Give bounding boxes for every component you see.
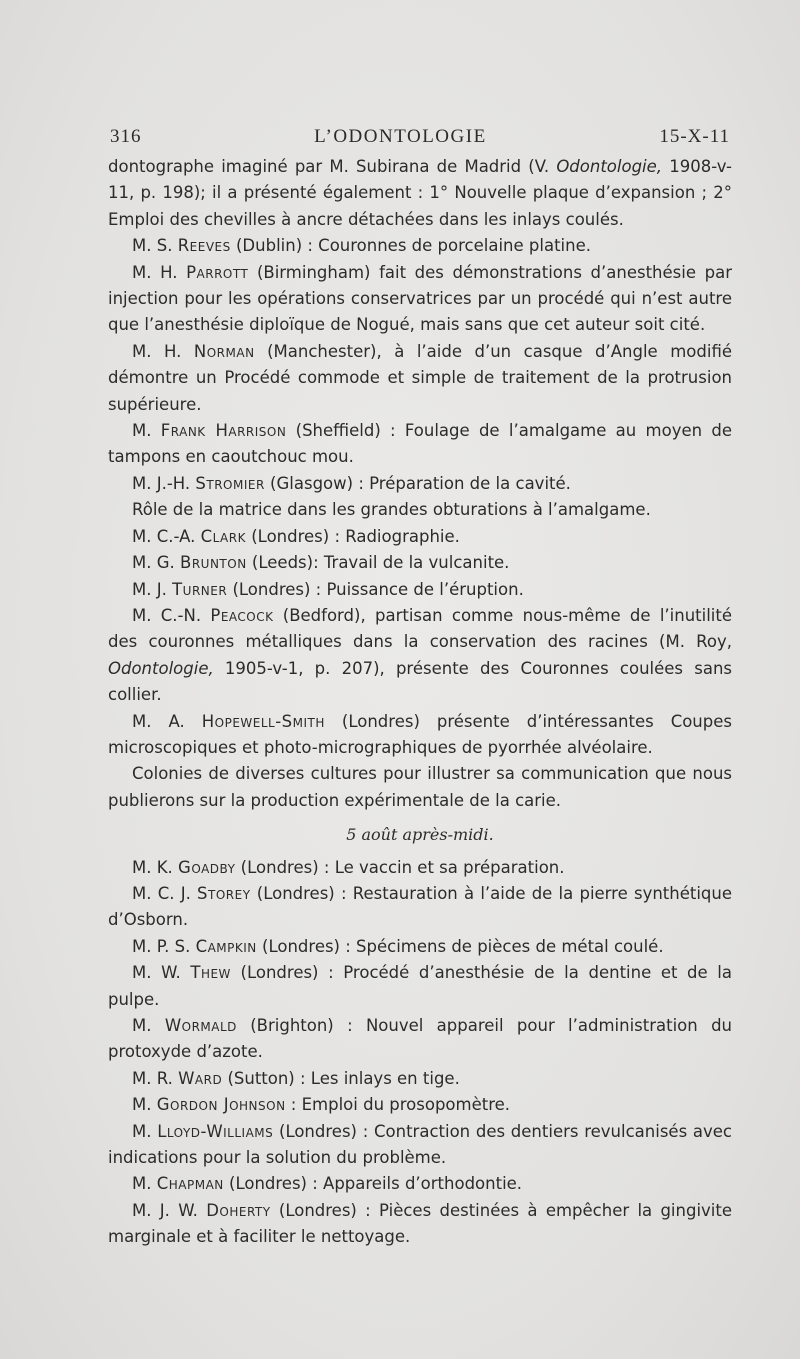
text-run: (Londres) : Appareils d’orthodontie.: [223, 1174, 523, 1194]
paragraph: [108, 497, 732, 523]
author-name: Frank Harrison: [160, 421, 287, 441]
italic-text: Odontologie,: [108, 658, 214, 678]
text-run: M. C. J.: [132, 883, 198, 903]
paragraph: [108, 577, 732, 603]
author-name: Gordon Johnson: [156, 1095, 286, 1115]
text-run: (Dublin) : Couronnes de porcelaine platine.: [230, 236, 591, 256]
issue-date: 15-X-11: [659, 126, 730, 147]
paragraph: [108, 154, 732, 233]
text-run: (Glasgow) : Préparation de la cavité.: [264, 473, 571, 493]
text-run: 1908-v-11, p. 198); il a présenté également : 1° Nouvelle plaque d’expansion ; 2° Emploi des chevilles à ancre détachées dans les inlays coulés.: [108, 157, 732, 229]
text-run: 5 août après-midi.: [346, 825, 494, 845]
text-run: Colonies de diverses cultures pour illustrer sa communication que nous publierons sur la production expérimentale de la carie.: [108, 764, 732, 810]
paragraph: [108, 1119, 732, 1172]
author-name: Brunton: [180, 553, 247, 573]
text-run: M. K.: [132, 857, 179, 877]
paragraph: [108, 418, 732, 471]
author-name: Goadby: [178, 857, 236, 877]
text-run: (Londres) : Puissance de l’éruption.: [227, 579, 524, 599]
text-run: (Londres) présente d’intéressantes Coupes microscopiques et photo-micrographiques de pyorrhée alvéolaire.: [108, 711, 732, 757]
author-name: Peacock: [210, 605, 274, 625]
author-name: Turner: [172, 579, 228, 599]
paragraph: [108, 881, 732, 934]
text-run: (Londres) : Pièces destinées à empêcher la gingivite marginale et à faciliter le nettoyage.: [108, 1200, 732, 1247]
paragraph: [108, 524, 732, 550]
paragraph: [108, 603, 732, 709]
text-run: (Leeds): Travail de la vulcanite.: [246, 553, 510, 573]
text-run: M. A.: [132, 711, 202, 731]
paragraph: [108, 1198, 732, 1251]
text-run: (Sheffield) : Foulage de l’amalgame au moyen de tampons en caoutchouc mou.: [108, 421, 732, 467]
author-name: Wormald: [164, 1016, 237, 1035]
paragraph: [108, 855, 732, 881]
text-run: M. G.: [132, 553, 181, 573]
author-name: Storey: [197, 883, 251, 903]
paragraph: [108, 960, 732, 1013]
paragraph: [108, 550, 732, 576]
text-run: M. J.: [132, 579, 173, 599]
running-header: [110, 126, 730, 148]
page-number: 316: [110, 126, 142, 147]
text-run: (Brighton) : Nouvel appareil pour l’administration du protoxyde d’azote.: [108, 1016, 732, 1062]
paragraph: [108, 1092, 732, 1118]
author-name: Campkin: [195, 936, 257, 956]
text-run: (Londres) : Le vaccin et sa préparation.: [235, 857, 565, 877]
italic-text: Odontologie,: [556, 157, 663, 176]
author-name: Norman: [193, 341, 255, 361]
author-name: Lloyd-Williams: [157, 1121, 274, 1141]
paragraph: [108, 761, 732, 814]
text-run: (Londres) : Spécimens de pièces de métal coulé.: [256, 936, 664, 956]
text-run: M. H.: [132, 262, 187, 282]
text-run: M. W.: [132, 963, 191, 983]
text-run: Rôle de la matrice dans les grandes obturations à l’amalgame.: [132, 500, 651, 520]
author-name: Hopewell-Smith: [201, 711, 325, 731]
text-run: (Birmingham) fait des démonstrations d’anesthésie par injection pour les opérations conservatrices par un procédé qui n’est autre que l’anesthésie diploïque de Nogué, mais sans que cet auteur soit cité.: [108, 262, 732, 335]
journal-title: L’ODONTOLOGIE: [314, 126, 487, 147]
author-name: Reeves: [177, 236, 231, 256]
author-name: Clark: [200, 526, 246, 546]
text-run: M. C.-A.: [132, 526, 201, 546]
text-run: M. C.-N.: [132, 605, 211, 625]
paragraph: [108, 471, 732, 497]
section-date: [108, 822, 732, 848]
author-name: Parrott: [186, 262, 249, 282]
text-run: (Sutton) : Les inlays en tige.: [222, 1068, 460, 1088]
author-name: Stromier: [195, 473, 265, 493]
author-name: Doherty: [206, 1200, 271, 1220]
text-run: M. J. W.: [132, 1200, 207, 1220]
text-run: (Londres) : Procédé d’anesthésie de la dentine et de la pulpe.: [108, 963, 732, 1009]
paragraph: [108, 233, 732, 259]
text-run: M. J.-H.: [132, 473, 196, 493]
text-run: M.: [132, 421, 161, 441]
text-run: M.: [132, 1174, 157, 1194]
text-run: (Londres) : Contraction des dentiers revulcanisés avec indications pour la solution du problème.: [108, 1121, 732, 1168]
text-run: M.: [132, 1016, 165, 1035]
text-run: dontographe imaginé par M. Subirana de Madrid (V.: [108, 157, 557, 176]
text-run: (Londres) : Radiographie.: [245, 526, 460, 546]
text-run: 1905-v-1, p. 207), présente des Couronnes coulées sans collier.: [108, 658, 732, 705]
author-name: Chapman: [156, 1174, 224, 1194]
paragraph: [108, 1013, 732, 1066]
paragraph: [108, 1171, 732, 1197]
text-run: M. P. S.: [132, 936, 196, 956]
paragraph: [108, 260, 732, 339]
text-run: (Londres) : Restauration à l’aide de la pierre synthétique d’Osborn.: [108, 883, 733, 930]
paragraph: [108, 1066, 732, 1092]
text-run: M. S.: [132, 236, 178, 256]
text-run: (Bedford), partisan comme nous-même de l’inutilité des couronnes métalliques dans la conservation des racines (M. Roy,: [108, 605, 733, 652]
text-run: M.: [132, 1095, 157, 1115]
author-name: Ward: [178, 1068, 223, 1088]
page-body: [108, 154, 732, 1251]
paragraph: [108, 339, 732, 418]
text-run: : Emploi du prosopomètre.: [285, 1095, 511, 1115]
text-run: M. H.: [132, 341, 194, 361]
text-run: (Manchester), à l’aide d’un casque d’Angle modifié démontre un Procédé commode et simple de traitement de la protrusion supérieure.: [108, 341, 732, 414]
text-run: M. R.: [132, 1068, 179, 1088]
paragraph: [108, 934, 732, 960]
text-run: M.: [132, 1121, 158, 1141]
paragraph: [108, 709, 732, 762]
author-name: Thew: [190, 963, 231, 983]
